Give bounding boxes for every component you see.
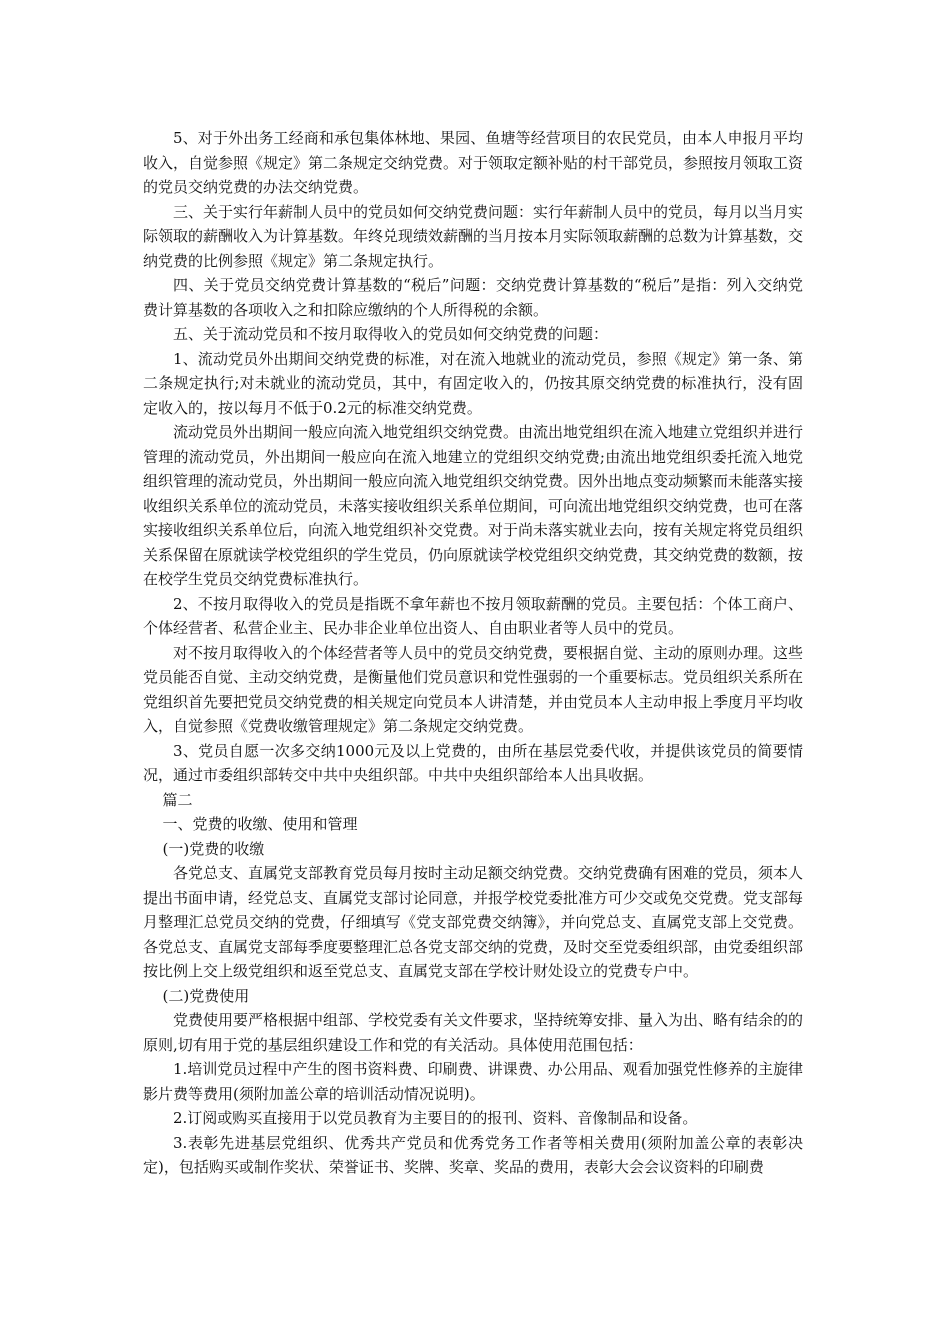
paragraph: 流动党员外出期间一般应向流入地党组织交纳党费。由流出地党组织在流入地建立党组织并进行管理的流动党员，外出期间一般应向在流入地建立的党组织交纳党费;由流出地党组织委托流入地党组织管理的流动党员，外出期间一般应向流入地党组织交纳党费。因外出地点变动频繁而未能落实接收组织关系单位的流动党员，未落实接收组织关系单位期间，可向流出地党组织交纳党费，也可在落实接收组织关系单位后，向流入地党组织补交党费。对于尚未落实就业去向，按有关规定将党员组织关系保留在原就读学校党组织的学生党员，仍向原就读学校党组织交纳党费，其交纳党费的数额，按在校学生党员交纳党费标准执行。 bbox=[143, 423, 804, 588]
paragraph: 1、流动党员外出期间交纳党费的标准，对在流入地就业的流动党员，参照《规定》第一条、第二条规定执行;对未就业的流动党员，其中，有固定收入的，仍按其原交纳党费的标准执行，没有固定收入的，按以每月不低于0.2元的标准交纳党费。 bbox=[143, 349, 803, 417]
paragraph: 三、关于实行年薪制人员中的党员如何交纳党费问题：实行年薪制人员中的党员，每月以当月实际领取的薪酬收入为计算基数。年终兑现绩效薪酬的当月按本月实际领取薪酬的总数为计算基数，交纳党费的比例参照《规定》第二条规定执行。 bbox=[143, 202, 804, 270]
paragraph: 四、关于党员交纳党费计算基数的“税后”问题：交纳党费计算基数的“税后”是指：列入交纳党费计算基数的各项收入之和扣除应缴纳的个人所得税的余额。 bbox=[143, 276, 803, 319]
section-heading: 篇二 bbox=[162, 790, 193, 809]
paragraph: 五、关于流动党员和不按月取得收入的党员如何交纳党费的问题： bbox=[173, 325, 609, 343]
paragraph: 2、不按月取得收入的党员是指既不拿年薪也不按月领取薪酬的党员。主要包括：个体工商户、个体经营者、私营企业主、民办非企业单位出资人、自由职业者等人员中的党员。 bbox=[143, 594, 803, 637]
paragraph: 5、对于外出务工经商和承包集体林地、果园、鱼塘等经营项目的农民党员，由本人申报月平均收入，自觉参照《规定》第二条规定交纳党费。对于领取定额补贴的村干部党员，参照按月领取工资的党员交纳党费的办法交纳党费。 bbox=[143, 129, 804, 196]
paragraph: 1.培训党员过程中产生的图书资料费、印刷费、讲课费、办公用品、观看加强党性修养的主旋律影片费等费用(须附加盖公章的培训活动情况说明)。 bbox=[143, 1060, 803, 1103]
paragraph: 2.订阅或购买直接用于以党员教育为主要目的的报刊、资料、音像制品和设备。 bbox=[173, 1109, 698, 1127]
document-body bbox=[143, 126, 803, 1180]
subsection-heading: (二)党费使用 bbox=[162, 986, 250, 1005]
paragraph: 3.表彰先进基层党组织、优秀共产党员和优秀党务工作者等相关费用(须附加盖公章的表彰决定)，包括购买或制作奖状、荣誉证书、奖牌、奖章、奖品的费用，表彰大会会议资料的印刷费 bbox=[143, 1133, 803, 1176]
section-heading: 一、党费的收缴、使用和管理 bbox=[162, 815, 358, 833]
subsection-heading: (一)党费的收缴 bbox=[162, 839, 265, 858]
paragraph: 各党总支、直属党支部教育党员每月按时主动足额交纳党费。交纳党费确有困难的党员，须本人提出书面申请，经党总支、直属党支部讨论同意，并报学校党委批准方可少交或免交党费。党支部每月整理汇总党员交纳的党费，仔细填写《党支部党费交纳簿》，并向党总支、直属党支部上交党费。各党总支、直属党支部每季度要整理汇总各党支部交纳的党费，及时交至党委组织部，由党委组织部按比例上交上级党组织和返至党总支、直属党支部在学校计财处设立的党费专户中。 bbox=[143, 864, 804, 980]
paragraph: 3、党员自愿一次多交纳1000元及以上党费的，由所在基层党委代收，并提供该党员的简要情况，通过市委组织部转交中共中央组织部。中共中央组织部给本人出具收据。 bbox=[143, 741, 803, 784]
paragraph: 对不按月取得收入的个体经营者等人员中的党员交纳党费，要根据自觉、主动的原则办理。这些党员能否自觉、主动交纳党费，是衡量他们党员意识和党性强弱的一个重要标志。党员组织关系所在党组织首先要把党员交纳党费的相关规定向党员本人讲清楚，并由党员本人主动申报上季度月平均收入，自觉参照《党费收缴管理规定》第二条规定交纳党费。 bbox=[143, 643, 804, 735]
paragraph: 党费使用要严格根据中组部、学校党委有关文件要求，坚持统筹安排、量入为出、略有结余的的原则,切有用于党的基层组织建设工作和党的有关活动。具体使用范围包括： bbox=[143, 1011, 804, 1054]
